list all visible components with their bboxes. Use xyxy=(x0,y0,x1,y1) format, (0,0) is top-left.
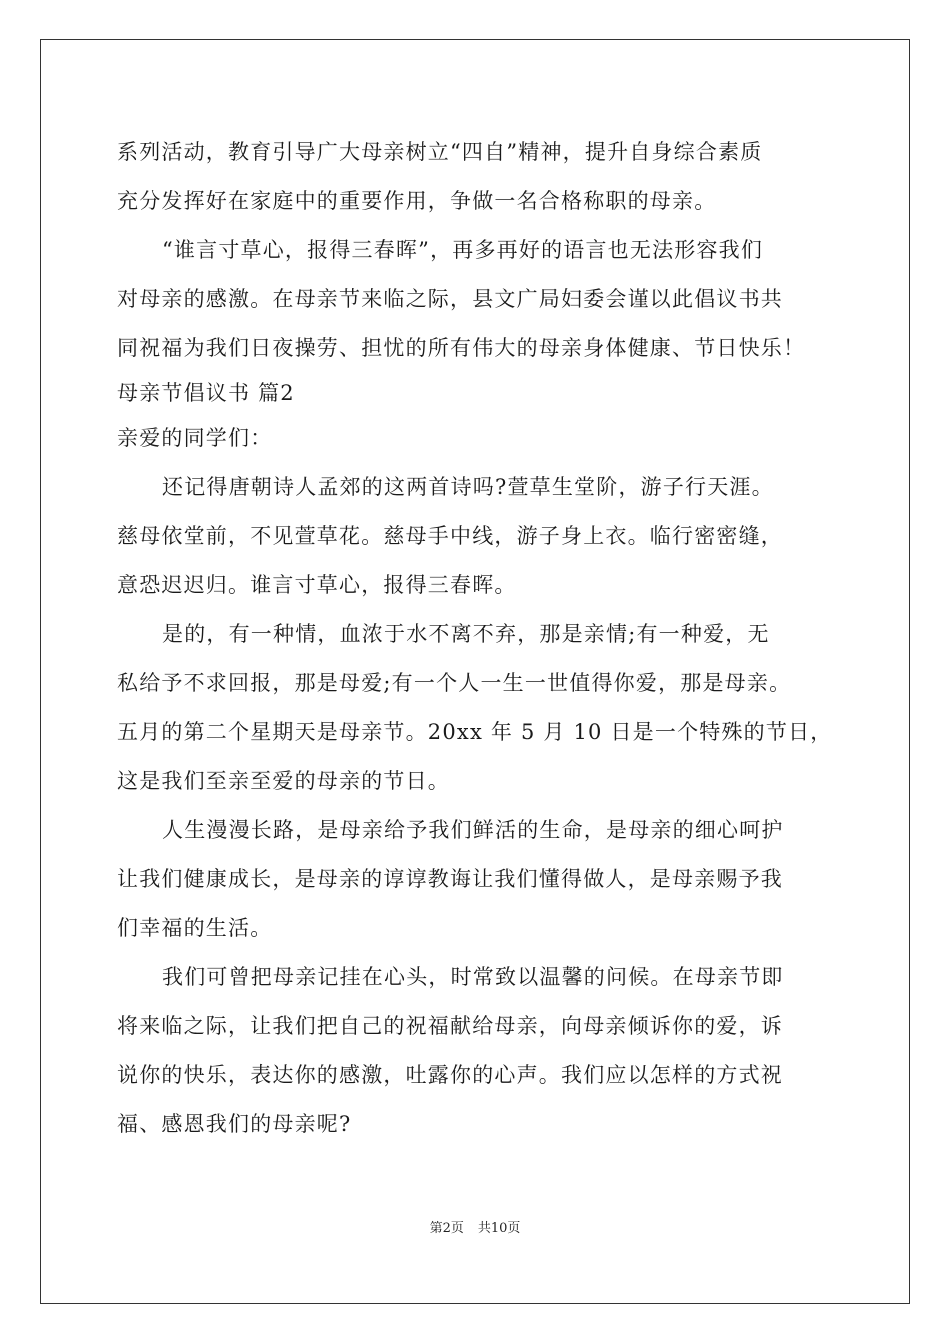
text-line: 让我们健康成长，是母亲的谆谆教诲让我们懂得做人，是母亲赐予我 xyxy=(117,867,783,891)
text-line: 人生漫漫长路，是母亲给予我们鲜活的生命，是母亲的细心呵护 xyxy=(162,818,784,842)
text-line: 说你的快乐，表达你的感激，吐露你的心声。我们应以怎样的方式祝 xyxy=(117,1063,783,1087)
text-line: 这是我们至亲至爱的母亲的节日。 xyxy=(117,769,450,793)
text-line: 我们可曾把母亲记挂在心头，时常致以温馨的问候。在母亲节即 xyxy=(162,965,784,989)
text-line: 五月的第二个星期天是母亲节。20xx 年 5 月 10 日是一个特殊的节日， xyxy=(117,720,833,744)
text-line: 们幸福的生活。 xyxy=(117,916,273,940)
page-footer xyxy=(0,1217,950,1236)
text-line: “谁言寸草心，报得三春晖”，再多再好的语言也无法形容我们 xyxy=(162,238,764,262)
text-line: 充分发挥好在家庭中的重要作用，争做一名合格称职的母亲。 xyxy=(117,189,717,213)
page-number: 第2页 xyxy=(429,1221,464,1236)
document-body xyxy=(117,128,857,1149)
text-line: 亲爱的同学们： xyxy=(117,426,273,450)
section-heading: 母亲节倡议书 篇2 xyxy=(117,381,295,405)
text-line: 将来临之际，让我们把自己的祝福献给母亲，向母亲倾诉你的爱，诉 xyxy=(117,1014,783,1038)
text-line: 是的，有一种情，血浓于水不离不弃，那是亲情;有一种爱，无 xyxy=(162,622,770,646)
text-line: 对母亲的感激。在母亲节来临之际，县文广局妇委会谨以此倡议书共 xyxy=(117,287,783,311)
text-line: 慈母依堂前，不见萱草花。慈母手中线，游子身上衣。临行密密缝， xyxy=(117,524,783,548)
text-line: 福、感恩我们的母亲呢? xyxy=(117,1112,352,1136)
page-total: 共10页 xyxy=(477,1221,521,1236)
text-line: 还记得唐朝诗人孟郊的这两首诗吗?萱草生堂阶，游子行天涯。 xyxy=(162,475,774,499)
text-line: 意恐迟迟归。谁言寸草心，报得三春晖。 xyxy=(117,573,517,597)
text-line: 私给予不求回报，那是母爱;有一个人一生一世值得你爱，那是母亲。 xyxy=(117,671,792,695)
text-line: 系列活动，教育引导广大母亲树立“四自”精神，提升自身综合素质 xyxy=(117,140,763,164)
text-line: 同祝福为我们日夜操劳、担忧的所有伟大的母亲身体健康、节日快乐！ xyxy=(117,336,806,360)
